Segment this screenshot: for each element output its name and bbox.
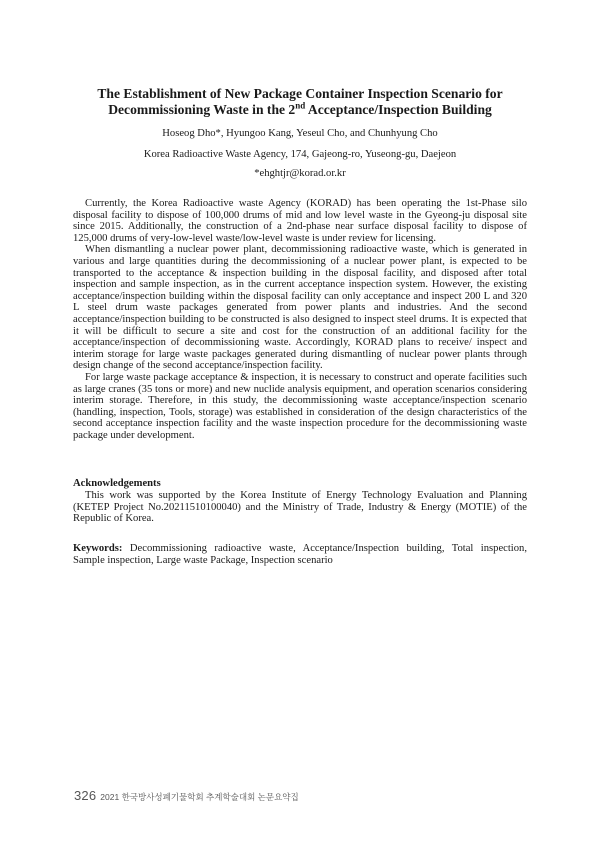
paper-title: [60, 86, 540, 118]
title-line-1: The Establishment of New Package Container Inspection Scenario for: [97, 86, 503, 101]
keywords: [73, 543, 527, 567]
page-footer: [74, 787, 299, 805]
title-line-2-start: Decommissioning Waste in the 2: [108, 102, 296, 117]
abstract-body: [73, 198, 527, 441]
page-number: 326: [74, 788, 97, 803]
title-line-2: [60, 102, 540, 118]
abstract-paragraph-3: For large waste package acceptance & inspection, it is necessary to construct and operate facilities such as large cranes (35 tons or more) and new nuclide analysis equipment, and operation scenarios considering interim storage. Therefore, in this study, the decommissioning waste acceptance/inspection scenario (handling, inspection, Tools, storage) was established in consideration of the design characteristics of the second acceptance inspection facility and the waste inspection procedure for the decommissioning waste package under development.: [73, 371, 527, 441]
acknowledgements-body: This work was supported by the Korea Institute of Energy Technology Evaluation and Planning (KETEP Project No.20211510100040) and the Ministry of Trade, Industry & Energy (MOTIE) of the Republic of Korea.: [73, 490, 527, 525]
acknowledgements-heading: Acknowledgements: [73, 478, 161, 489]
corresponding-email: *ehghtjr@korad.or.kr: [254, 168, 346, 179]
authors: Hoseog Dho*, Hyungoo Kang, Yeseul Cho, and Chunhyung Cho: [162, 128, 438, 139]
keywords-label: Keywords:: [73, 543, 123, 554]
abstract-paragraph-1: Currently, the Korea Radioactive waste Agency (KORAD) has been operating the 1st-Phase silo disposal facility to dispose of 100,000 drums of mid and low level waste in the Gyeong-ju disposal site since 2015. Additionally, the construction of a 2nd-phase near surface disposal facility to dispose of 125,000 drums of very-low-level waste/low-level waste is under review for licensing.: [73, 198, 527, 244]
affiliation: Korea Radioactive Waste Agency, 174, Gajeong-ro, Yuseong-gu, Daejeon: [143, 149, 457, 160]
title-line-2-end: Acceptance/Inspection Building: [305, 102, 492, 117]
keywords-list: Decommissioning radioactive waste, Acceptance/Inspection building, Total inspection, Sample inspection, Large waste Package, Inspection scenario: [73, 543, 527, 566]
proceedings-title: 2021 한국방사성폐기물학회 추계학술대회 논문요약집: [100, 792, 299, 802]
title-superscript: nd: [295, 100, 306, 111]
abstract-paragraph-2: When dismantling a nuclear power plant, decommissioning radioactive waste, which is generated in various and large quantities during the decommissioning of a nuclear power plant, is expected to be transported to the acceptance & inspection building in the disposal facility, and disposed after total inspection and sample inspection, as in the current acceptance inspection system. However, the existing acceptance/inspection building within the disposal facility can only acceptance and inspect 200 L and 320 L steel drum waste packages generated from power plants and industries. And the second acceptance/inspection building to be constructed is also designed to inspect steel drums. It is expected that it will be difficult to secure a site and cost for the construction of an additional facility for the acceptance/inspection of decommissioning waste. Accordingly, KORAD plans to receive/ inspect and interim storage for large waste packages generated during dismantling of nuclear power plants through design change of the second acceptance/inspection facility.: [73, 244, 527, 372]
